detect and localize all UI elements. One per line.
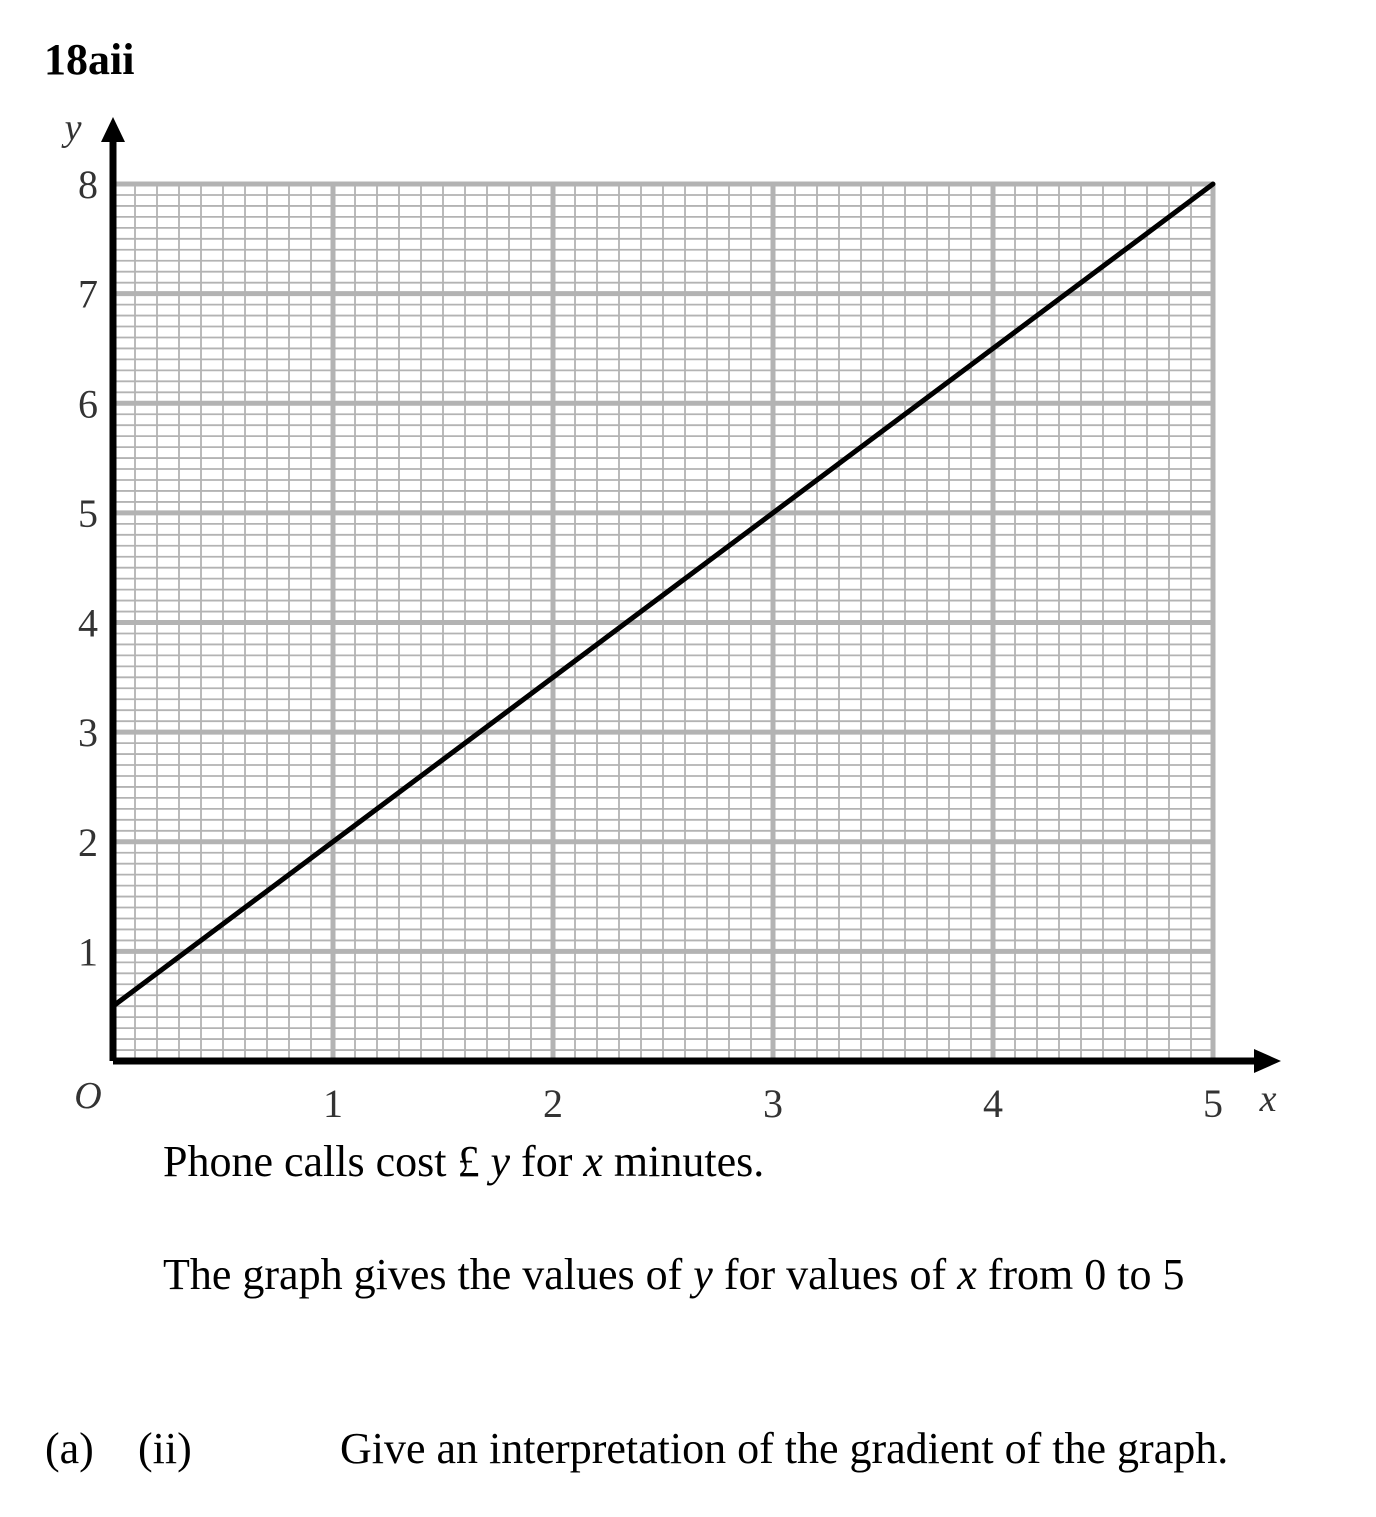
y-tick-label: 6 (78, 381, 98, 427)
x-tick-label: 3 (763, 1081, 783, 1126)
y-tick-label: 1 (78, 929, 98, 975)
description-line-1: Phone calls cost £ y for x minutes. (163, 1137, 765, 1186)
y-axis-arrow (101, 117, 125, 142)
origin-label: O (74, 1075, 102, 1117)
x-tick-label: 5 (1203, 1081, 1223, 1126)
y-axis-label: y (64, 107, 82, 149)
x-axis-arrow (1254, 1049, 1281, 1073)
part-a-label: (a) (45, 1424, 94, 1473)
x-axis-label: x (1259, 1078, 1277, 1120)
description-line-2: The graph gives the values of y for values of x from 0 to 5 (163, 1250, 1185, 1299)
part-ii-label: (ii) (138, 1424, 192, 1473)
y-tick-label: 8 (78, 162, 98, 207)
y-tick-label: 2 (78, 819, 98, 865)
x-tick-label: 4 (983, 1081, 1003, 1126)
question-instruction: Give an interpretation of the gradient of the graph. (340, 1424, 1229, 1473)
y-tick-label: 5 (78, 490, 98, 536)
y-tick-label: 7 (78, 271, 98, 317)
y-tick-label: 3 (78, 710, 98, 756)
x-tick-label: 1 (323, 1081, 343, 1126)
x-tick-label: 2 (543, 1081, 563, 1126)
y-tick-label: 4 (78, 600, 98, 646)
question-number: 18aii (44, 35, 135, 84)
